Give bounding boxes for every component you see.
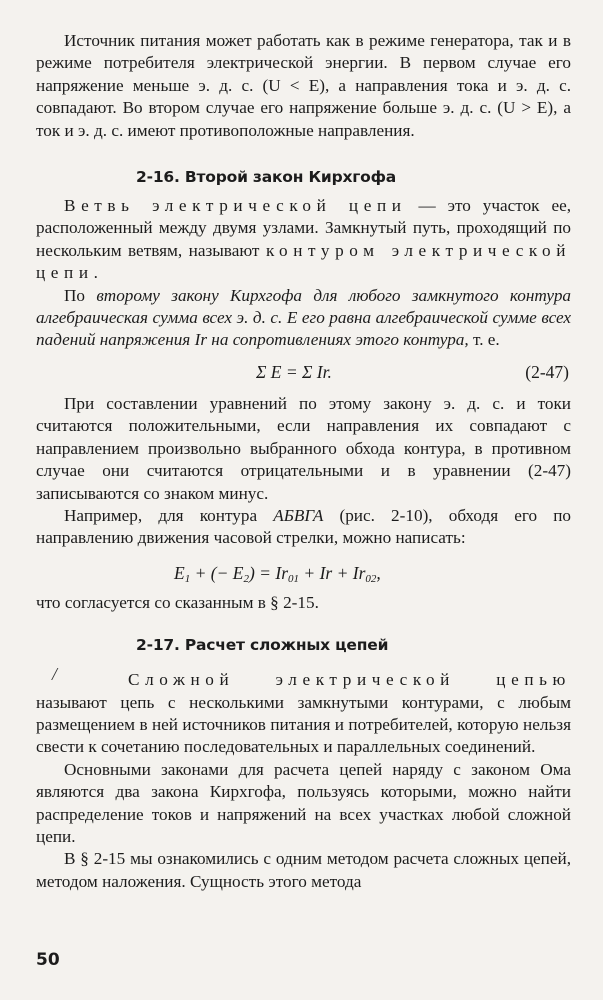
paragraph-complex-circuit-definition: [36, 669, 571, 759]
margin-pencil-mark: /: [52, 664, 58, 684]
paragraph-source-modes: Источник питания может работать как в режиме генератора, так и в режиме потребителя электрической энергии. В первом случае его напряжение меньше э. д. с. (U < E), а направления тока и э. д. с. совпадают. Во втором случае его напряжение больше э. д. с. (U > E), а ток и э. д. с. имеют противоположные направления.: [36, 31, 571, 140]
paragraph-superposition: В § 2-15 мы ознакомились с одним методом расчета сложных цепей, методом наложения. Сущность этого метода: [36, 849, 571, 891]
law-suffix: т. е.: [472, 330, 500, 350]
contour-name: АБВГА: [273, 505, 324, 525]
formula-middle: + Ir + Ir: [299, 562, 366, 583]
formula-example: [36, 556, 571, 590]
law-prefix: По: [64, 285, 86, 305]
formula-term-e2: E: [232, 562, 244, 583]
formula-2-47-expression: Σ E = Σ Ir.: [256, 361, 332, 382]
term-complex-circuit: Сложной электрической цепью: [128, 670, 571, 690]
page-body: [36, 30, 571, 893]
formula-sub-1: 1: [184, 572, 191, 585]
branch-definition-text: — это участок ее, расположенный между двумя узлами. Замкнутый путь, проходящий по нескольким ветвям, называют: [36, 196, 571, 260]
formula-sub-02: 02: [365, 572, 377, 585]
formula-example-expression: [174, 562, 381, 584]
paragraph-kirchhoff-law: [36, 285, 571, 352]
formula-2-47: [36, 359, 571, 389]
paragraph-example: [36, 505, 571, 550]
section-heading-2-17: 2-17. Расчет сложных цепей: [136, 636, 389, 655]
page-number: 50: [36, 950, 60, 970]
formula-op-plus: + (−: [190, 562, 233, 583]
term-contour: контуром электрической цепи.: [36, 240, 572, 283]
paragraph-branch-definition: [36, 195, 571, 285]
paragraph-basic-laws: Основными законами для расчета цепей наряду с законом Ома являются два закона Кирхгофа, пользуясь которыми, можно найти распределение токов и напряжений на всех участках любой сложной цепи.: [36, 759, 571, 846]
example-text-end: (рис. 2-10), обходя его по направлению движения часовой стрелки, можно написать:: [36, 505, 572, 548]
complex-circuit-definition-text: называют цепь с несколькими замкнутыми контурами, с любым размещением в ней источников питания и потребителей, которую нельзя свести к сочетанию последовательных и параллельных соединений.: [36, 692, 571, 757]
example-text-start: Например, для контура: [64, 505, 258, 525]
term-branch: Ветвь электрической цепи: [64, 196, 407, 216]
paragraph-agrees: что согласуется со сказанным в § 2-15.: [36, 592, 319, 612]
formula-tail: ,: [376, 562, 381, 583]
formula-sub-2: 2: [243, 572, 249, 585]
law-statement: второму закону Кирхгофа для любого замкнутого контура алгебраическая сумма всех э. д. с. E его равна алгебраической сумме всех падений напряжения Ir на сопротивлениях этого контура,: [36, 285, 572, 350]
formula-2-47-number: (2-47): [525, 361, 569, 382]
formula-op-eq: ) = Ir: [248, 562, 289, 583]
section-heading-2-16: 2-16. Второй закон Кирхгофа: [136, 168, 397, 187]
formula-sub-01: 01: [288, 572, 300, 585]
paragraph-sign-rules: При составлении уравнений по этому закону э. д. с. и токи считаются положительными, если направления их совпадают с направлением произвольно выбранного обхода контура, в противном случае они считаются отрицательными и в уравнении (2-47) записываются со знаком минус.: [36, 393, 571, 503]
formula-term-e1: E: [174, 562, 185, 583]
